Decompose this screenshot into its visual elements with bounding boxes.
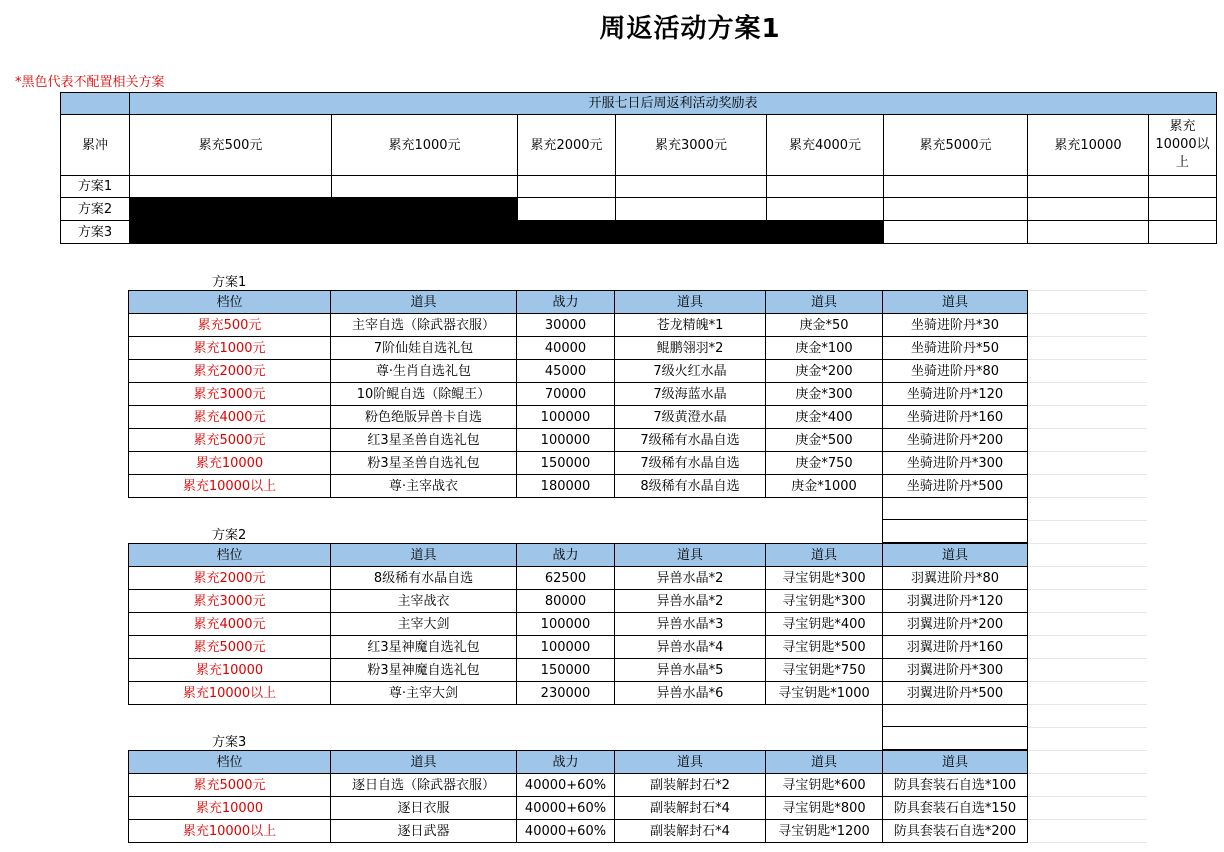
overview-cell [1149, 221, 1217, 244]
table-cell: 寻宝钥匙*750 [766, 659, 883, 682]
table-cell: 150000 [517, 452, 615, 475]
table-cell: 羽翼进阶丹*200 [883, 613, 1028, 636]
overview-cell [518, 176, 616, 198]
table-row [129, 636, 1028, 659]
overview-cell [1028, 176, 1149, 198]
table-cell: 副装解封石*2 [615, 774, 766, 797]
table-cell: 粉3星圣兽自选礼包 [331, 452, 517, 475]
overview-cell-disabled [518, 221, 616, 244]
column-header: 道具 [766, 544, 883, 567]
tier-cell: 累充10000以上 [129, 682, 331, 705]
table-cell: 寻宝钥匙*1200 [766, 820, 883, 843]
table-row [129, 659, 1028, 682]
overview-cell [518, 198, 616, 221]
empty-cell [882, 727, 1028, 750]
table-cell: 异兽水晶*5 [615, 659, 766, 682]
table-cell: 180000 [517, 475, 615, 498]
table-cell: 寻宝钥匙*300 [766, 590, 883, 613]
tier-cell: 累充10000以上 [129, 475, 331, 498]
table-cell: 8级稀有水晶自选 [615, 475, 766, 498]
overview-row-label: 方案1 [61, 176, 130, 198]
overview-cell [884, 198, 1028, 221]
tier-cell: 累充10000 [129, 797, 331, 820]
table-cell: 7阶仙娃自选礼包 [331, 337, 517, 360]
table-cell: 坐骑进阶丹*30 [883, 314, 1028, 337]
table-row [129, 820, 1028, 843]
tier-cell: 累充5000元 [129, 429, 331, 452]
table-cell: 防具套装石自选*100 [883, 774, 1028, 797]
overview-cell [767, 176, 884, 198]
table-cell: 100000 [517, 406, 615, 429]
table-cell: 逐日自选（除武器衣服） [331, 774, 517, 797]
table-cell: 羽翼进阶丹*120 [883, 590, 1028, 613]
table-cell: 尊·生肖自选礼包 [331, 360, 517, 383]
table-cell: 庚金*100 [766, 337, 883, 360]
table-cell: 副装解封石*4 [615, 820, 766, 843]
overview-row-label: 方案3 [61, 221, 130, 244]
tier-cell: 累充3000元 [129, 383, 331, 406]
table-cell: 80000 [517, 590, 615, 613]
tier-cell: 累充5000元 [129, 636, 331, 659]
overview-corner [61, 93, 130, 115]
table-cell: 异兽水晶*4 [615, 636, 766, 659]
overview-cell [884, 176, 1028, 198]
table-row [129, 774, 1028, 797]
table-cell: 坐骑进阶丹*80 [883, 360, 1028, 383]
table-row [129, 475, 1028, 498]
table-cell: 羽翼进阶丹*500 [883, 682, 1028, 705]
table-cell: 寻宝钥匙*500 [766, 636, 883, 659]
column-header: 道具 [883, 291, 1028, 314]
table-cell: 40000+60% [517, 820, 615, 843]
column-header: 道具 [615, 544, 766, 567]
overview-col-header: 累充10000以上 [1149, 115, 1217, 176]
table-cell: 庚金*400 [766, 406, 883, 429]
column-header: 档位 [129, 751, 331, 774]
table-cell: 坐骑进阶丹*500 [883, 475, 1028, 498]
column-header: 战力 [517, 544, 615, 567]
table-cell: 尊·主宰战衣 [331, 475, 517, 498]
table-cell: 150000 [517, 659, 615, 682]
empty-cell [882, 704, 1028, 727]
overview-col-header: 累充500元 [130, 115, 332, 176]
overview-col-header: 累充2000元 [518, 115, 616, 176]
table-cell: 100000 [517, 429, 615, 452]
tier-cell: 累充10000以上 [129, 820, 331, 843]
table-cell: 庚金*200 [766, 360, 883, 383]
column-header: 道具 [615, 751, 766, 774]
overview-cell-disabled [130, 221, 332, 244]
table-cell: 寻宝钥匙*800 [766, 797, 883, 820]
table-cell: 庚金*50 [766, 314, 883, 337]
table-cell: 防具套装石自选*150 [883, 797, 1028, 820]
column-header: 道具 [766, 291, 883, 314]
overview-cell [616, 176, 767, 198]
table-cell: 7级海蓝水晶 [615, 383, 766, 406]
scheme-2-label: 方案2 [212, 528, 247, 543]
column-header: 道具 [615, 291, 766, 314]
overview-col-header: 累充4000元 [767, 115, 884, 176]
column-header: 道具 [766, 751, 883, 774]
table-cell: 45000 [517, 360, 615, 383]
page-title: 周返活动方案1 [599, 14, 781, 44]
tier-cell: 累充5000元 [129, 774, 331, 797]
tier-cell: 累充4000元 [129, 613, 331, 636]
overview-cell [1028, 221, 1149, 244]
scheme-3-table [128, 750, 1028, 843]
overview-table [60, 92, 1217, 244]
table-cell: 62500 [517, 567, 615, 590]
overview-cell [1149, 198, 1217, 221]
overview-cell [130, 176, 332, 198]
column-header: 道具 [331, 291, 517, 314]
table-cell: 庚金*300 [766, 383, 883, 406]
table-row [129, 360, 1028, 383]
tier-cell: 累充1000元 [129, 337, 331, 360]
table-row [129, 797, 1028, 820]
tier-cell: 累充2000元 [129, 360, 331, 383]
table-cell: 主宰大剑 [331, 613, 517, 636]
table-cell: 羽翼进阶丹*160 [883, 636, 1028, 659]
overview-cell [767, 198, 884, 221]
table-cell: 100000 [517, 613, 615, 636]
overview-col-header: 累充3000元 [616, 115, 767, 176]
tier-cell: 累充4000元 [129, 406, 331, 429]
overview-col-header: 累充10000 [1028, 115, 1149, 176]
overview-cell [1149, 176, 1217, 198]
table-cell: 红3星神魔自选礼包 [331, 636, 517, 659]
overview-cell-disabled [616, 221, 767, 244]
overview-cell-disabled [332, 221, 518, 244]
table-row [129, 590, 1028, 613]
table-row [129, 406, 1028, 429]
table-cell: 羽翼进阶丹*300 [883, 659, 1028, 682]
table-cell: 坐骑进阶丹*300 [883, 452, 1028, 475]
table-cell: 寻宝钥匙*1000 [766, 682, 883, 705]
tier-cell: 累充2000元 [129, 567, 331, 590]
overview-cell-disabled [332, 198, 518, 221]
scheme-1-table [128, 290, 1028, 498]
table-cell: 主宰自选（除武器衣服） [331, 314, 517, 337]
table-row [129, 613, 1028, 636]
table-cell: 坐骑进阶丹*120 [883, 383, 1028, 406]
table-cell: 庚金*500 [766, 429, 883, 452]
table-cell: 庚金*750 [766, 452, 883, 475]
table-cell: 羽翼进阶丹*80 [883, 567, 1028, 590]
table-cell: 30000 [517, 314, 615, 337]
overview-cell [1028, 198, 1149, 221]
table-cell: 40000+60% [517, 774, 615, 797]
table-cell: 异兽水晶*2 [615, 590, 766, 613]
table-cell: 10阶鲲自选（除鲲王） [331, 383, 517, 406]
overview-cell-disabled [767, 221, 884, 244]
table-cell: 坐骑进阶丹*50 [883, 337, 1028, 360]
column-header: 道具 [331, 751, 517, 774]
column-header: 道具 [883, 751, 1028, 774]
overview-row-label: 方案2 [61, 198, 130, 221]
table-cell: 寻宝钥匙*600 [766, 774, 883, 797]
table-row [129, 383, 1028, 406]
table-cell: 230000 [517, 682, 615, 705]
table-row [129, 337, 1028, 360]
table-row [129, 429, 1028, 452]
table-cell: 40000+60% [517, 797, 615, 820]
table-cell: 40000 [517, 337, 615, 360]
table-row [129, 452, 1028, 475]
table-cell: 8级稀有水晶自选 [331, 567, 517, 590]
empty-cell [882, 497, 1028, 520]
table-cell: 红3星圣兽自选礼包 [331, 429, 517, 452]
table-cell: 寻宝钥匙*400 [766, 613, 883, 636]
column-header: 道具 [883, 544, 1028, 567]
overview-col-header: 累充5000元 [884, 115, 1028, 176]
table-cell: 粉3星神魔自选礼包 [331, 659, 517, 682]
table-cell: 尊·主宰大剑 [331, 682, 517, 705]
column-header: 道具 [331, 544, 517, 567]
column-header: 档位 [129, 544, 331, 567]
overview-corner-label: 累冲 [61, 115, 130, 176]
table-cell: 70000 [517, 383, 615, 406]
table-row [129, 314, 1028, 337]
overview-cell [616, 198, 767, 221]
overview-cell-disabled [130, 198, 332, 221]
tier-cell: 累充10000 [129, 659, 331, 682]
table-cell: 庚金*1000 [766, 475, 883, 498]
table-row [129, 682, 1028, 705]
legend-note: *黑色代表不配置相关方案 [15, 75, 165, 90]
table-cell: 7级火红水晶 [615, 360, 766, 383]
table-cell: 7级稀有水晶自选 [615, 429, 766, 452]
table-cell: 7级稀有水晶自选 [615, 452, 766, 475]
table-cell: 鲲鹏翎羽*2 [615, 337, 766, 360]
tier-cell: 累充3000元 [129, 590, 331, 613]
scheme-3-label: 方案3 [212, 735, 247, 750]
table-cell: 逐日武器 [331, 820, 517, 843]
table-cell: 坐骑进阶丹*160 [883, 406, 1028, 429]
table-cell: 防具套装石自选*200 [883, 820, 1028, 843]
column-header: 战力 [517, 751, 615, 774]
table-cell: 异兽水晶*2 [615, 567, 766, 590]
table-cell: 7级黄澄水晶 [615, 406, 766, 429]
table-row [129, 567, 1028, 590]
table-cell: 寻宝钥匙*300 [766, 567, 883, 590]
empty-cell [882, 520, 1028, 543]
overview-cell [884, 221, 1028, 244]
column-header: 战力 [517, 291, 615, 314]
overview-cell [332, 176, 518, 198]
table-cell: 100000 [517, 636, 615, 659]
table-cell: 异兽水晶*6 [615, 682, 766, 705]
table-cell: 异兽水晶*3 [615, 613, 766, 636]
tier-cell: 累充500元 [129, 314, 331, 337]
table-cell: 逐日衣服 [331, 797, 517, 820]
table-cell: 主宰战衣 [331, 590, 517, 613]
tier-cell: 累充10000 [129, 452, 331, 475]
scheme-2-table [128, 543, 1028, 705]
scheme-1-label: 方案1 [212, 275, 247, 290]
overview-col-header: 累充1000元 [332, 115, 518, 176]
overview-banner: 开服七日后周返利活动奖励表 [130, 93, 1217, 115]
table-cell: 苍龙精魄*1 [615, 314, 766, 337]
table-cell: 粉色绝版异兽卡自选 [331, 406, 517, 429]
column-header: 档位 [129, 291, 331, 314]
table-cell: 坐骑进阶丹*200 [883, 429, 1028, 452]
table-cell: 副装解封石*4 [615, 797, 766, 820]
